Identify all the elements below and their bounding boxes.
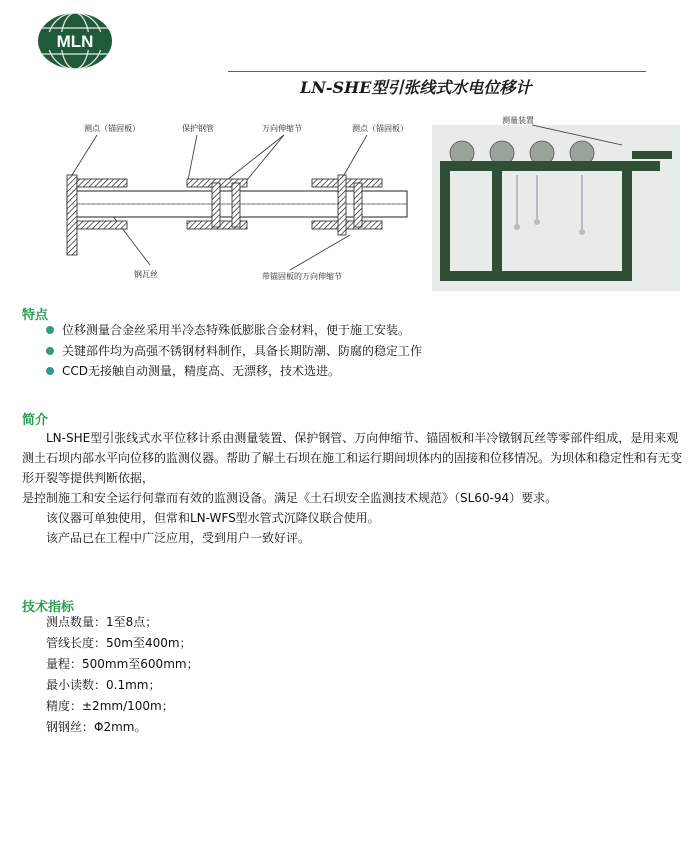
spec-item: 量程：500mm至600mm；	[46, 657, 199, 671]
page-title: LN-SHE型引张线式水电位移计	[300, 78, 532, 97]
feature-text: CCD无接触自动测量，精度高、无漂移，技术选进。	[62, 364, 340, 378]
schematic-diagram	[67, 123, 408, 281]
intro-heading: 简介	[22, 413, 49, 428]
spec-item: 最小读数：0.1mm；	[46, 678, 161, 692]
label-point-right: 测点（锚固板）	[352, 124, 408, 133]
spec-item: 精度：±2mm/100m；	[46, 699, 174, 713]
features-list	[46, 320, 422, 382]
title-rule	[228, 71, 646, 72]
list-item	[46, 361, 422, 382]
spec-item: 测点数量：1至8点；	[46, 615, 158, 629]
intro-paragraph: LN-SHE型引张线式水平位移计系由测量装置、保护钢管、万向伸缩节、锚固板和半冷镦钢瓦丝等零部件组成，是用来观测土石坝内部水平向位移的监测仪器。帮助了解土石坝在施工和运行期间坝体内的固接和位移情况。为坝体和稳定性和有无变形开裂等提供判断依据，	[22, 431, 683, 485]
specs-list	[46, 612, 199, 738]
list-item	[46, 341, 422, 362]
bullet-icon	[46, 367, 54, 375]
company-logo	[34, 10, 116, 72]
intro-paragraph: 该仪器可单独使用，但常和LN-WFS型水管式沉降仪联合使用。	[46, 511, 380, 525]
bullet-icon	[46, 347, 54, 355]
intro-paragraph: 该产品已在工程中广泛应用，受到用户一致好评。	[46, 531, 311, 545]
device-photo	[432, 115, 680, 291]
bullet-icon	[46, 326, 54, 334]
label-protect-pipe: 保护钢管	[182, 124, 214, 133]
specs-heading: 技术指标	[22, 600, 75, 615]
features-heading: 特点	[22, 308, 49, 323]
feature-text: 位移测量合金丝采用半冷态特殊低膨胀合金材料，便于施工安装。	[62, 323, 411, 337]
label-point-left: 测点（锚固板）	[84, 124, 140, 133]
product-figure	[22, 95, 680, 291]
label-wire: 钢瓦丝	[134, 270, 158, 279]
intro-body	[22, 428, 682, 548]
logo-text: MLN	[56, 32, 94, 51]
label-device: 测量装置	[502, 116, 534, 125]
spec-item: 钢钢丝：Φ2mm。	[46, 720, 147, 734]
list-item	[46, 320, 422, 341]
spec-item: 管线长度：50m至400m；	[46, 636, 192, 650]
intro-paragraph: 是控制施工和安全运行何靠而有效的监测设备。满足《土石坝安全监测技术规范》（SL60-94）要求。	[22, 491, 558, 505]
label-joint-bottom: 带锚固板的万向伸缩节	[262, 272, 342, 281]
feature-text: 关键部件均为高强不锈钢材料制作，具备长期防潮、防腐的稳定工作	[62, 343, 423, 358]
label-joint: 万向伸缩节	[262, 124, 302, 133]
